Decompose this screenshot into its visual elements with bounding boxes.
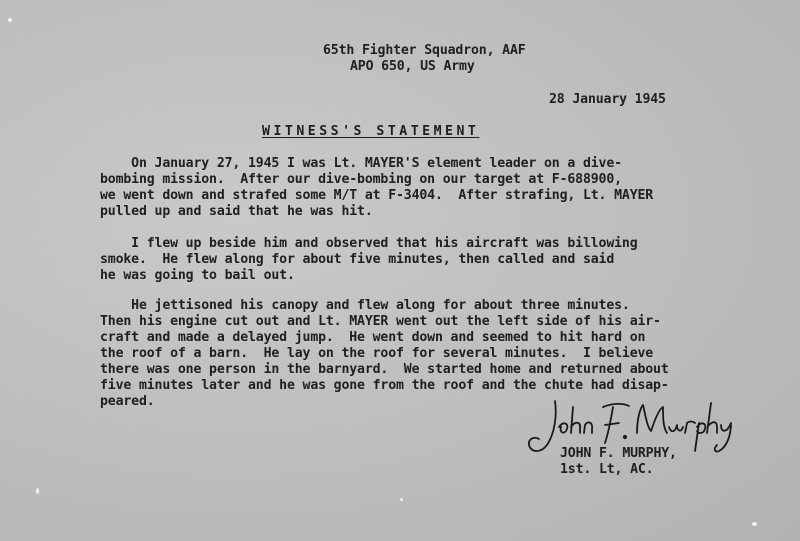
letterhead-address: APO 650, US Army	[350, 59, 475, 74]
paragraph-3-line-2: Then his engine cut out and Lt. MAYER went out the left side of his air-	[100, 314, 661, 329]
paragraph-1-line-1: On January 27, 1945 I was Lt. MAYER'S element leader on a dive-	[100, 156, 622, 171]
paragraph-1-line-2: bombing mission. After our dive-bombing on our target at F-688900,	[100, 172, 622, 187]
paragraph-3-line-6: five minutes later and he was gone from the roof and the chute had disap-	[100, 378, 669, 393]
document-date: 28 January 1945	[549, 92, 666, 107]
paragraph-2-line-1: I flew up beside him and observed that his aircraft was billowing	[100, 236, 638, 251]
paragraph-3-line-5: there was one person in the barnyard. We started home and returned about	[100, 362, 669, 377]
paragraph-2-line-2: smoke. He flew along for about five minutes, then called and said	[100, 252, 615, 267]
paragraph-1-line-4: pulled up and said that he was hit.	[100, 204, 373, 219]
document-title: WITNESS'S STATEMENT	[262, 124, 480, 139]
paper-speck	[400, 498, 403, 501]
paragraph-3-line-4: the roof of a barn. He lay on the roof for several minutes. I believe	[100, 346, 654, 361]
paper-speck	[36, 488, 39, 494]
signatory-rank: 1st. Lt, AC.	[560, 462, 654, 477]
paragraph-2-line-3: he was going to bail out.	[100, 268, 295, 283]
paragraph-3-line-3: craft and made a delayed jump. He went down and seemed to hit hard on	[100, 330, 646, 345]
signatory-name: JOHN F. MURPHY,	[560, 446, 677, 461]
paragraph-1-line-3: we went down and strafed some M/T at F-3404. After strafing, Lt. MAYER	[100, 188, 654, 203]
letterhead-unit: 65th Fighter Squadron, AAF	[323, 43, 526, 58]
paper-speck	[8, 18, 12, 22]
paragraph-3-line-1: He jettisoned his canopy and flew along for about three minutes.	[100, 298, 630, 313]
paragraph-3-line-7: peared.	[100, 394, 155, 409]
paper-speck	[752, 522, 757, 526]
